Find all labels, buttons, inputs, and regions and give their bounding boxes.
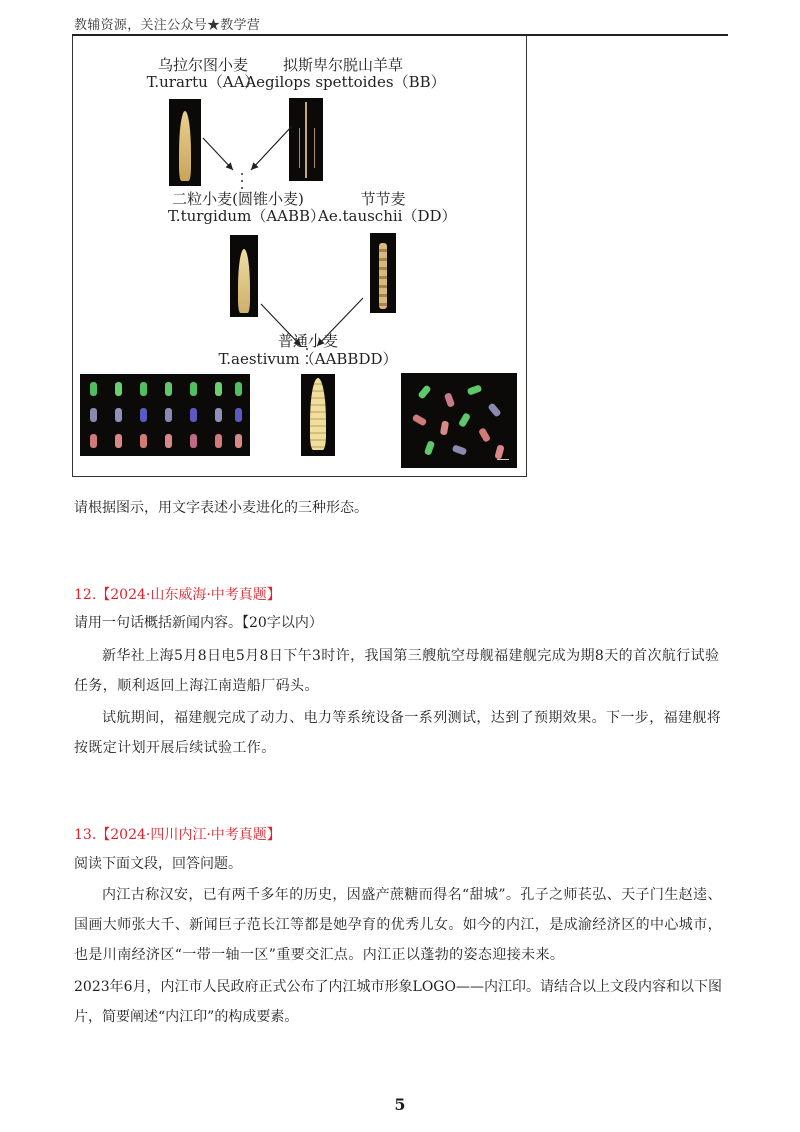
metaphase-chromosome-image [401,373,517,468]
page-header: 教辅资源，关注公众号★教学营 [74,18,261,33]
t-turgidum-ear-image [230,235,258,317]
q13-prompt: 阅读下面文段，回答问题。 [74,856,242,872]
species-4-cn: 节节麦 [360,190,406,208]
t-aestivum-ear-image [301,374,335,456]
karyotype-image [80,374,250,456]
page-number: 5 [394,1095,406,1114]
q13-question: 2023年6月，内江市人民政府正式公布了内江城市形象LOGO——内江印。请结合以上文段内容和以下图片，简要阐述“内江印”的构成要素。 [74,979,722,1025]
species-2-cn: 拟斯卑尔脱山羊草 [282,56,403,74]
species-5-cn: 普通小麦 [277,332,338,350]
ae-tauschii-ear-image [370,233,396,313]
q13-title: 13.【2024·四川内江·中考真题】 [74,827,281,843]
q13-passage: 内江古称汉安，已有两千多年的历史，因盛产蔗糖而得名“甜城”。孔子之师苌弘、天子门生赵逵、国画大师张大千、新闻巨子范长江等都是她孕育的优秀儿女。如今的内江，是成渝经济区的中心城市，也是川南经济区“一带一轴一区”重要交汇点。内江正以蓬勃的姿态迎接未来。 [74,887,722,963]
species-2-latin: Aegilops spettoides（BB） [245,73,446,91]
q12-title: 12.【2024·山东威海·中考真题】 [74,587,281,603]
q11-prompt: 请根据图示，用文字表述小麦进化的三种形态。 [74,500,368,516]
q12-news-para-2: 试航期间，福建舰完成了动力、电力等系统设备一系列测试，达到了预期效果。下一步，福建舰将按既定计划开展后续试验工作。 [74,710,722,756]
species-1-cn: 乌拉尔图小麦 [157,56,248,74]
species-3-latin: T.turgidum（AABB） [168,207,326,225]
q12-prompt: 请用一句话概括新闻内容。【20字以内） [74,615,323,631]
species-3-cn: 二粒小麦(圆锥小麦) [172,190,304,208]
wheat-evolution-figure [72,36,527,477]
species-5-latin: T.aestivum（AABBDD） [218,350,398,368]
q12-news-para-1: 新华社上海5月8日电5月8日下午3时许，我国第三艘航空母舰福建舰完成为期8天的首次航行试验任务，顺利返回上海江南造船厂码头。 [74,648,720,694]
species-4-latin: Ae.tauschii（DD） [318,207,457,225]
species-1-latin: T.urartu（AA） [146,73,260,91]
